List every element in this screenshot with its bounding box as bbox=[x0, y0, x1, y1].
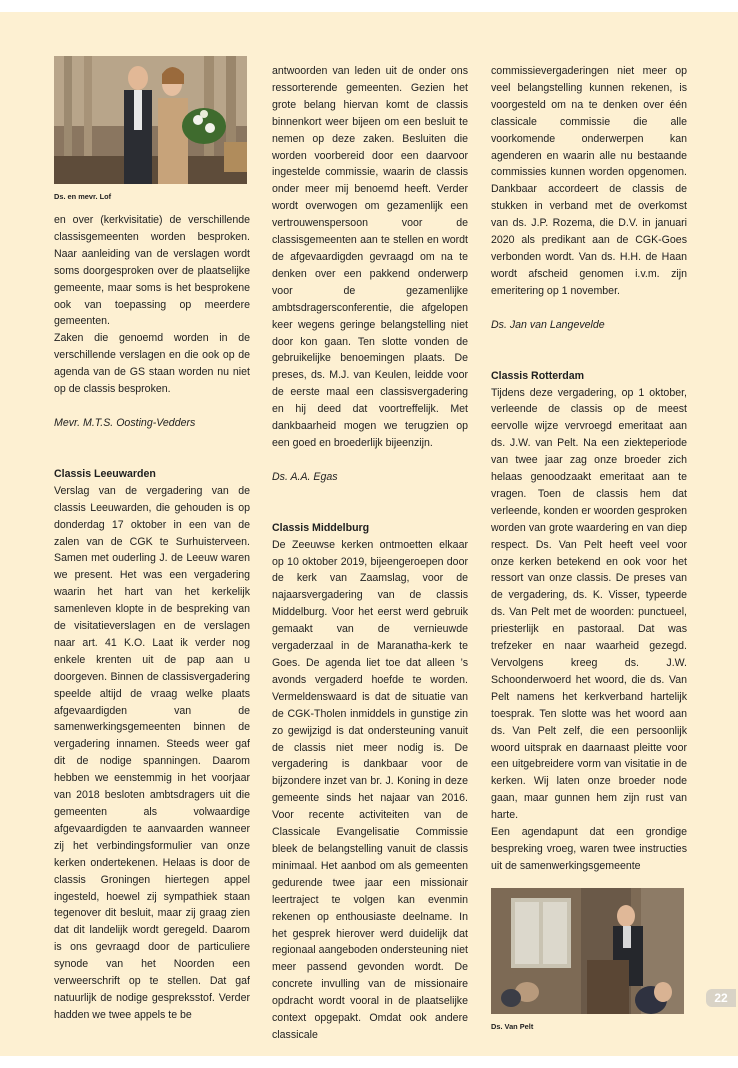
paragraph: Verslag van de vergadering van de classis Leeuwarden, die gehouden is op donderdag 17 oktober in een van de zalen van de CGK te Surhuisterveen. Samen met ouderling J. de Leeuw waren we present. Het was een vergadering waarin het hart van het kerkelijk samenleven klopte in de bespreking van de visitatieverslagen en de verslagen naar art. 41 K.O. Laat ik verder nog enkele krenten uit de pap aan u doorgeven. Binnen de classisvergadering speelde altijd de vraag welke plaats afgevaardigden van de samenwerkingsgemeenten binnen de vergadering innamen. Steeds weer gaf dit de nodige spanningen. Daarom hebben we eenstemmig in het voorjaar van 2018 besloten ambtsdragers uit die gemeenten als volwaardige afgevaardigden te aanvaarden wanneer zij het verbindingsformulier van onze kerken ondertekenen. Helaas is door de classis Groningen hiertegen appel ingesteld, hoewel zij sympathiek staan tegenover dit besluit, maar zij graag zien dat dit landelijk wordt geregeld. Daarom is ons gevraagd door de particuliere synode van het Noorden een verweerschrift op te stellen. Dat gaf natuurlijk de nodige gespreksstof. Verder hadden we twee appels te be bbox=[54, 484, 250, 1021]
section-heading-leeuwarden: Classis Leeuwarden bbox=[54, 467, 156, 480]
author-signature: Ds. Jan van Langevelde bbox=[491, 318, 605, 331]
section-heading-rotterdam: Classis Rotterdam bbox=[491, 369, 585, 382]
author-signature: Mevr. M.T.S. Oosting-Vedders bbox=[54, 416, 196, 429]
paragraph: De Zeeuwse kerken ontmoetten elkaar op 10 oktober 2019, bijeengeroepen door de kerk van Zaamslag, voor de najaarsvergadering van de classis Middelburg. Voor het eerst werd gebruik gemaakt van de vernieuwde vergaderzaal in de Maranatha-kerk te Goes. De agenda liet toe dat alleen ’s avonds vergaderd hoefde te worden. Vermeldenswaard is dat de situatie van de CGK-Tholen inmiddels in gunstige zin zo gewijzigd is dat ondersteuning vanuit de classis niet meer nodig is. De vergadering is dankbaar voor de bijzondere inzet van br. J. Koning in deze gemeente sinds het najaar van 2016. Voor recente activiteiten van de Classicale Evangelisatie Commissie bleek de belangstelling vanuit de classis minimaal. Het aanbod om als gemeenten gedurende twee jaar een missionair leertraject te volgen kan evenmin rekenen op enthousiaste deelname. In het gesprek hierover werd duidelijk dat regionaal aangeboden ondersteuning niet meer passend gevonden wordt. De concrete invulling van de missionaire opdracht wordt vooral in de plaatselijke context opgepakt. Omdat ook andere classicale bbox=[272, 538, 468, 1041]
photo-couple-illustration bbox=[54, 56, 247, 184]
paragraph: Een agendapunt dat een grondige bespreking vroeg, waren twee instructies uit de samenwerkingsgemeente bbox=[491, 826, 687, 872]
author-signature: Ds. A.A. Egas bbox=[272, 470, 338, 483]
photo-ds-van-pelt bbox=[491, 888, 684, 1014]
paragraph: en over (kerkvisitatie) de verschillende classisgemeenten worden besproken. Naar aanleiding van de verslagen wordt soms doorgesproken over de plaatselijke gemeente, maar soms is het besprokene ook van toepassing op meerdere gemeenten. bbox=[54, 214, 250, 328]
paragraph: Zaken die genoemd worden in de verschillende verslagen en die ook op de agenda van de GS staan worden nu niet op de classis besproken. bbox=[54, 332, 250, 396]
page-number: 22 bbox=[706, 989, 736, 1007]
column-3 bbox=[491, 63, 687, 1042]
photo-caption: Ds. Van Pelt bbox=[491, 1021, 534, 1031]
column-1 bbox=[54, 56, 250, 1024]
magazine-page bbox=[0, 12, 738, 1056]
photo-ds-en-mevr-lof bbox=[54, 56, 247, 184]
paragraph: commissievergaderingen niet meer op veel belangstelling kunnen rekenen, is voorgesteld om na te denken over één classicale commissie die alle voorkomende onderwerpen kan agenderen en waarin alle nu bestaande commissies kunnen worden opgenomen. Dankbaar accordeert de classis de stukken in verband met de overkomst van ds. J.P. Rozema, die D.V. in januari 2020 als predikant aan de CGK-Goes verbonden wordt. Van ds. H.H. de Haan wordt afscheid genomen i.v.m. zijn emeritering op 1 november. bbox=[491, 65, 687, 297]
column-2 bbox=[272, 63, 468, 1044]
paragraph: antwoorden van leden uit de onder ons ressorterende gemeenten. Gezien het grote belang hiervan komt de classis binnenkort weer bijeen om een besluit te nemen op deze zaken. Besluiten die worden voorbereid door een daarvoor ingestelde commissie, waarin de classis onder meer mij benoemd heeft. Verder wordt overwogen om gezamenlijk een vertrouwenspersoon voor de classisgemeenten aan te stellen en wordt de afgevaardigden gevraagd om na te denken over een pakkend onderwerp voor de gezamenlijke ambtsdragersconferentie, die afgelopen keer wegens geringe belangstelling niet door kon gaan. Ten slotte vonden de gebruikelijke benoemingen plaats. De preses, ds. M.J. van Keulen, leidde voor de eerste maal een classisvergadering en hij deed dat voortreffelijk. Met dankbaarheid mogen we terugzien op een goed en broederlijk bijeenzijn. bbox=[272, 65, 468, 449]
photo-caption: Ds. en mevr. Lof bbox=[54, 192, 112, 201]
photo-speaker-illustration bbox=[491, 888, 684, 1014]
section-heading-middelburg: Classis Middelburg bbox=[272, 521, 370, 534]
paragraph: Tijdens deze vergadering, op 1 oktober, verleende de classis op de meest eervolle wijze vervroegd emeritaat aan ds. J.W. van Pelt. Na een ziekteperiode van twee jaar zag onze broeder zich helaas genoodzaakt emeritaat aan te vragen. Toen de classis hem dat verleende, konden er woorden gesproken worden van grote waardering en van diep respect. Ds. Van Pelt heeft veel voor onze kerken betekend en ook voor het ressort van onze classis. De preses van de vergadering, ds. K. Visser, typeerde ds. Van Pelt met de woorden: punctueel, priesterlijk en pastoraal. Dat was trefzeker en naar waarheid gezegd. Vervolgens kreeg ds. J.W. Schoonderwoerd het woord, die ds. Van Pelt namens het kerkverband hartelijk toesprak. Ten slotte was het woord aan ds. Van Pelt zelf, die een persoonlijk woord uitsprak en daarnaast pleitte voor een uitgebreidere vorm van visitatie in de kerken. Wij laten onze broeder node gaan, maar gunnen hem zijn rust van harte. bbox=[491, 386, 687, 822]
